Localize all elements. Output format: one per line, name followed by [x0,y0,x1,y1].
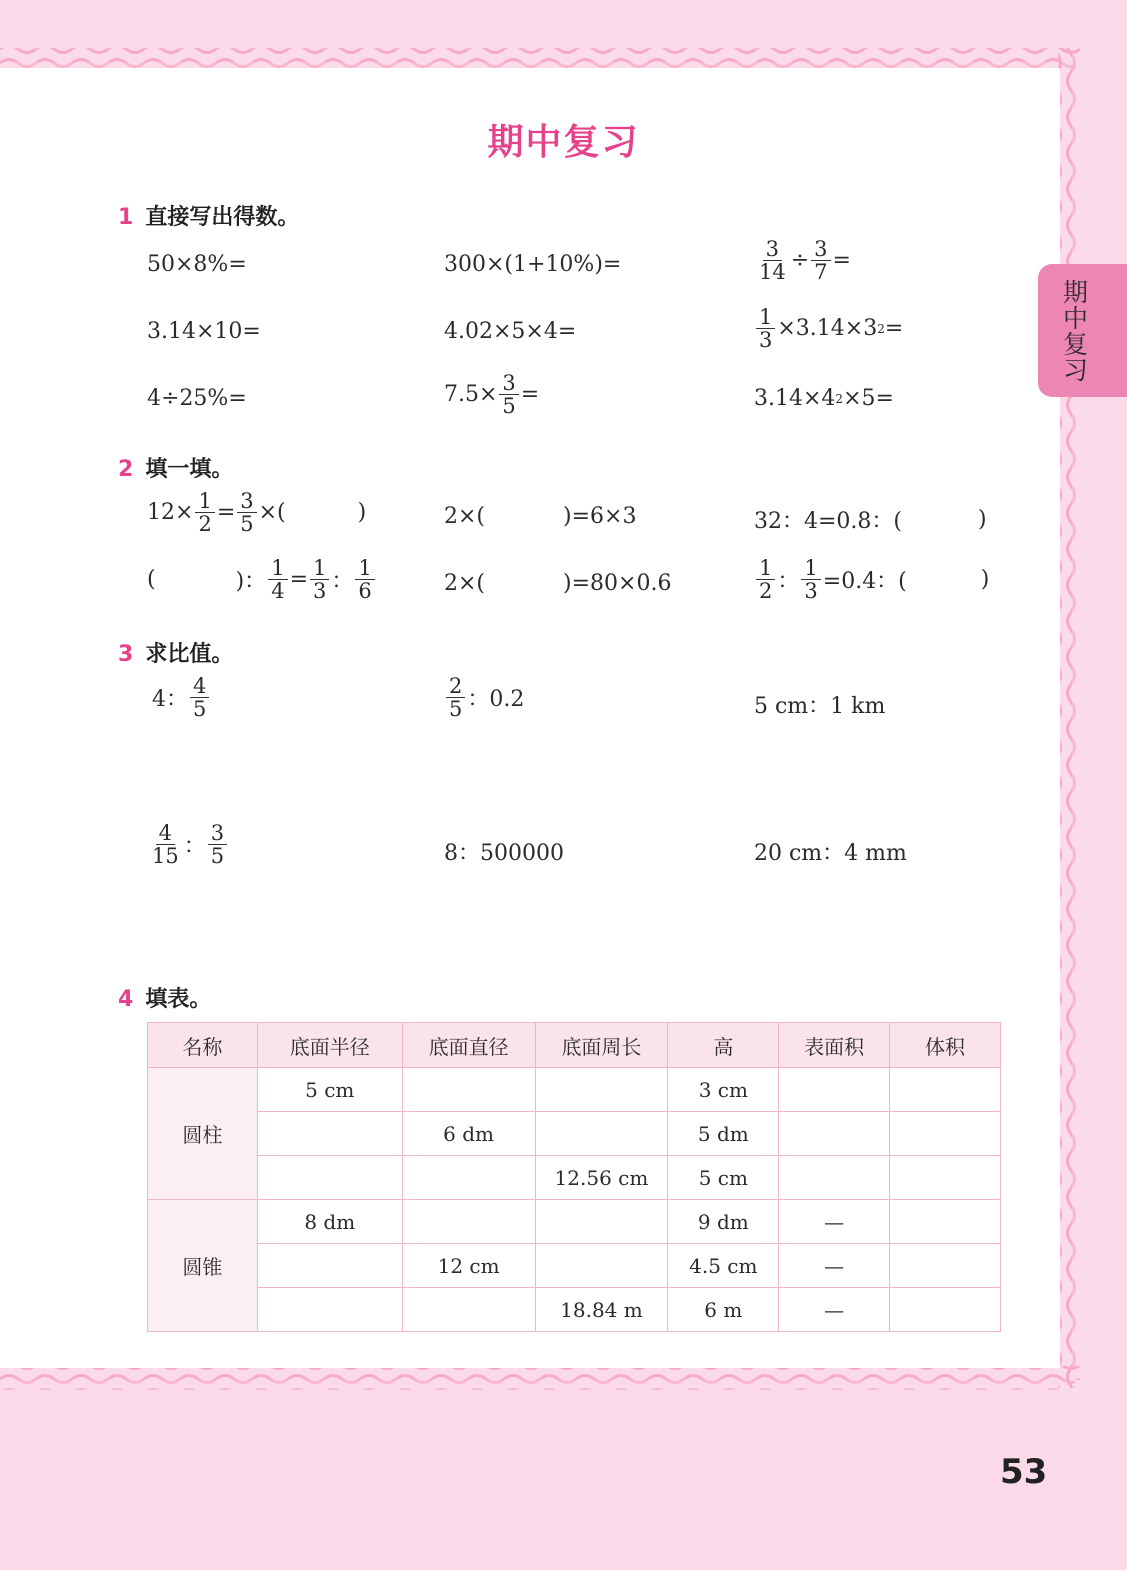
table-cell[interactable] [257,1156,402,1200]
table-row [148,1068,1001,1112]
question-text: 求比值。 [145,642,234,667]
column-header: 底面直径 [402,1023,535,1068]
fill-2-6: $\frac{1}{2}$ ： $\frac{1}{3}$ =0.4：( ) [754,557,989,602]
question-text: 填表。 [145,987,212,1012]
table-cell[interactable] [779,1112,890,1156]
fraction: $\frac{3}{5}$ [237,490,256,535]
table-header-row [148,1023,1001,1068]
fraction: $\frac{1}{2}$ [756,557,775,602]
table-cell[interactable] [402,1068,535,1112]
table-cell: — [779,1288,890,1332]
column-header: 底面半径 [257,1023,402,1068]
table-cell[interactable] [890,1156,1001,1200]
column-header: 体积 [890,1023,1001,1068]
table-cell[interactable] [535,1112,668,1156]
table-cell[interactable] [257,1288,402,1332]
table-cell[interactable] [779,1156,890,1200]
page-title: 期中复习 [487,122,640,163]
fraction: $\frac{1}{2}$ [195,490,214,535]
column-header: 表面积 [779,1023,890,1068]
side-tab-label: 期中复习 [1059,278,1089,383]
table-cell[interactable] [890,1112,1001,1156]
column-header: 高 [668,1023,779,1068]
data-table [147,1022,1001,1332]
table-cell[interactable]: 12.56 cm [535,1156,668,1200]
fraction: $\frac{1}{3}$ [756,306,775,351]
table-row [148,1288,1001,1332]
table-cell: — [779,1200,890,1244]
question-1-heading [118,200,299,231]
table-cell[interactable] [535,1068,668,1112]
fraction: $\frac{3}{7}$ [811,238,830,283]
fill-2-2: 2×( )=6×3 [444,504,637,529]
page-number: 53 [1000,1452,1048,1492]
expr-1-6: $\frac{1}{3}$ ×3.14×3 2 = [754,306,903,351]
ratio-3-4: $\frac{4}{15}$ ： $\frac{3}{5}$ [147,822,229,867]
shape-name-cone: 圆锥 [148,1200,258,1332]
fraction: $\frac{1}{3}$ [801,557,820,602]
fraction: $\frac{1}{6}$ [355,557,374,602]
table-cell[interactable]: 6 m [668,1288,779,1332]
expr-1-9: 3.14×4 2 ×5= [754,386,894,411]
table-cell[interactable] [890,1288,1001,1332]
table-cell[interactable]: 5 cm [668,1156,779,1200]
column-header: 底面周长 [535,1023,668,1068]
expr-1-2: 300×(1+10%)= [444,252,622,277]
expr-1-3: $\frac{3}{14}$ ÷ $\frac{3}{7}$ = [754,238,851,283]
fraction: $\frac{3}{14}$ [759,237,786,285]
ratio-3-6: 20 cm：4 mm [754,841,907,866]
fill-2-4: ( )： $\frac{1}{4}$ = $\frac{1}{3}$ ： $\frac{1}{6}$ [147,557,377,602]
expr-1-7: 4÷25%= [147,386,247,411]
table-cell[interactable]: 5 dm [668,1112,779,1156]
table-cell[interactable]: 5 cm [257,1068,402,1112]
question-text: 直接写出得数。 [145,205,300,230]
table-cell[interactable]: 18.84 m [535,1288,668,1332]
fraction: $\frac{4}{15}$ [152,821,179,869]
table-cell[interactable] [402,1288,535,1332]
table-cell[interactable] [779,1068,890,1112]
fill-2-1: 12× $\frac{1}{2}$ = $\frac{3}{5}$ ×( ) [147,489,367,537]
table-cell[interactable]: 12 cm [402,1244,535,1288]
table-cell[interactable]: 9 dm [668,1200,779,1244]
fraction: $\frac{3}{5}$ [208,822,227,867]
ratio-3-1: 4： $\frac{4}{5}$ [152,675,211,720]
table-cell[interactable] [402,1156,535,1200]
expr-1-5: 4.02×5×4= [444,319,577,344]
question-number: 2 [118,457,134,482]
table-cell[interactable] [535,1244,668,1288]
table-row [148,1156,1001,1200]
table-row [148,1244,1001,1288]
question-number: 3 [118,642,134,667]
table-cell[interactable] [257,1112,402,1156]
fraction: $\frac{1}{4}$ [268,557,287,602]
column-header: 名称 [148,1023,258,1068]
question-2-heading [118,452,233,483]
shape-name-cylinder: 圆柱 [148,1068,258,1200]
table-row [148,1200,1001,1244]
table-cell[interactable] [890,1200,1001,1244]
table-cell[interactable] [890,1068,1001,1112]
table-cell[interactable]: 6 dm [402,1112,535,1156]
ratio-3-2: $\frac{2}{5}$ ：0.2 [444,675,524,720]
table-cell[interactable] [535,1200,668,1244]
question-text: 填一填。 [145,457,234,482]
expr-1-4: 3.14×10= [147,319,261,344]
question-number: 4 [118,987,134,1012]
table-cell[interactable]: 4.5 cm [668,1244,779,1288]
table-cell[interactable] [257,1244,402,1288]
question-3-heading [118,637,233,668]
question-4-heading [118,982,211,1013]
table-cell[interactable]: 3 cm [668,1068,779,1112]
ratio-3-5: 8：500000 [444,841,564,866]
table-cell[interactable] [890,1244,1001,1288]
ratio-3-3: 5 cm：1 km [754,694,886,719]
table-cell: — [779,1244,890,1288]
fraction: $\frac{3}{5}$ [499,372,518,417]
side-tab [1038,264,1127,397]
table-cell[interactable]: 8 dm [257,1200,402,1244]
fraction: $\frac{4}{5}$ [190,675,209,720]
expr-1-1: 50×8%= [147,252,247,277]
fill-2-5: 2×( )=80×0.6 [444,571,672,596]
fill-2-3: 32：4=0.8：( ) [754,507,987,534]
question-number: 1 [118,205,134,230]
table-cell[interactable] [402,1200,535,1244]
fraction: $\frac{2}{5}$ [446,675,465,720]
table-row [148,1112,1001,1156]
expr-1-8: 7.5× $\frac{3}{5}$ = [444,371,540,419]
fraction: $\frac{1}{3}$ [310,557,329,602]
